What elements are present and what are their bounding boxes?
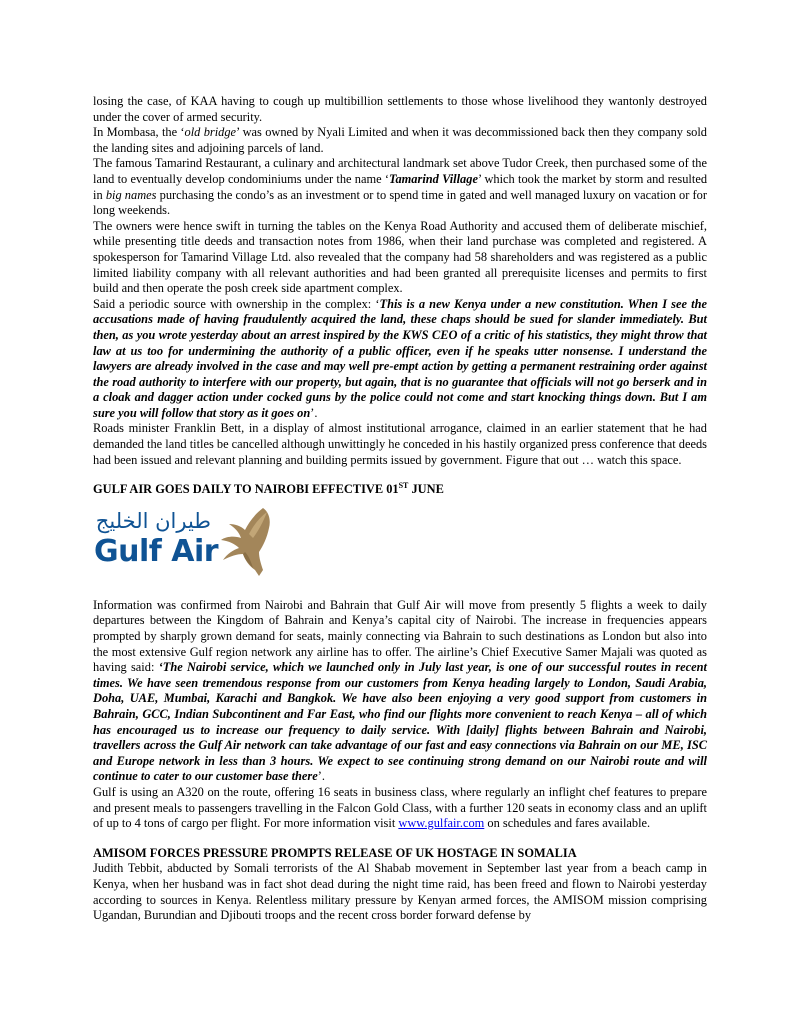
section-heading [93, 482, 707, 498]
paragraph [93, 598, 707, 785]
quote-text: This is a new Kenya under a new constitution. When I see the accusations made of having fraudulently acquired the land, these chaps should be sued for slander immediately. But then, as you wrote yesterday about an arrest inspired by the KWS CEO of a critic of his statistics, they might throw that law at us too for undermining the authority of a public officer, even if he speaks utter nonsense. I understand the lawyers are already involved in the case and may well pre-empt action by getting a permanent restraining order against the road authority to interfere with our property, but again, that is no guarantee that officials will not go berserk and in a cloak and dagger action under cocked guns by the police could not come and start knocking things down. But I am sure you will follow that story as it goes on [93, 296, 707, 420]
text-run: ’. [317, 769, 325, 784]
paragraph [93, 125, 707, 156]
heading-superscript: ST [398, 481, 409, 491]
logo-latin-text: Gulf Air [94, 533, 219, 569]
falcon-logo-icon [205, 504, 277, 582]
quote-text: ‘The Nairobi service, which we launched only in July last year, is one of our successful routes in recent times. We have seen tremendous response from our customers from Kenya heading largely to London, Saudi Arabia, Doha, UAE, Mumbai, Karachi and Bangkok. We have also been enjoying a very good support from customers in Bahrain, GCC, Indian Subcontinent and Far East, who find our flights more convenient to reach Kenya – all of which has encouraged us to increase our frequency to daily service. With [daily] flights between Bahrain and Nairobi, travellers across the Gulf Air network can take advantage of our fast and easy connections via Bahrain on our ME, ISC and Europe network in less than 3 hours. We expect to see continuing strong demand on our Nairobi route and will continue to cater to our customer base there [93, 660, 707, 784]
text-run: In Mombasa, the ‘ [93, 125, 185, 140]
section-heading: AMISOM FORCES PRESSURE PROMPTS RELEASE OF UK HOSTAGE IN SOMALIA [93, 845, 577, 860]
paragraph [93, 156, 707, 218]
text-run: ’ which took the market by storm and resulted in [93, 171, 708, 202]
text-run: The famous Tamarind Restaurant, a culinary and architectural landmark set above Tudor Creek, then purchased some of the land to eventually develop condominiums under the name ‘ [93, 156, 707, 186]
paragraph [93, 785, 707, 832]
gulf-air-logo [93, 504, 293, 582]
paragraph [93, 297, 707, 422]
italic-text: old bridge [184, 125, 237, 140]
gulfair-link[interactable]: www.gulfair.com [398, 816, 485, 831]
text-run: on schedules and fares available. [484, 816, 651, 831]
document-page [93, 94, 707, 924]
text-run: purchasing the condo’s as an investment or to spend time in gated and well managed luxury on vacation or for long weekends. [93, 187, 707, 218]
text-run: Information was confirmed from Nairobi and Bahrain that Gulf Air will move from presently 5 flights a week to daily departures between the Kingdom of Bahrain and Kenya’s capital city of Nairobi. The increase in frequencies appears prompted by sharply grown demand for seats, mainly connecting via Bahrain to such destinations as London but also into the most extensive Gulf region network any airline has to offer. The airline’s Chief Executive Samer Majali was quoted as having said: [93, 597, 707, 675]
text-run: ’. [310, 405, 318, 420]
paragraph: Judith Tebbit, abducted by Somali terrorists of the Al Shabab movement in September last year from a beach camp in Kenya, when her husband was in fact shot dead during the night time raid, has been freed and flown to Nairobi yesterday according to sources in Kenya. Relentless military pressure by Kenyan armed forces, the AMISOM mission comprising Ugandan, Burundian and Djibouti troops and the recent cross border forward defense by [93, 861, 707, 923]
paragraph: Roads minister Franklin Bett, in a display of almost institutional arrogance, claimed in an earlier statement that he had demanded the land titles be cancelled although unwittingly he conceded in his hastily organized press conference that deeds had been issued and relevant planning and building permits issued by government. Figure that out … watch this space. [93, 421, 707, 467]
logo-arabic-text: طيران الخليج [95, 508, 211, 533]
italic-text: big names [105, 187, 157, 202]
text-run: ’ was owned by Nyali Limited and when it was decommissioned back then they company sold the landing sites and adjoining parcels of land. [93, 125, 707, 155]
heading-text: GULF AIR GOES DAILY TO NAIROBI EFFECTIVE 01 [93, 482, 399, 497]
bold-italic-text: Tamarind Village [389, 171, 478, 186]
text-run: Said a periodic source with ownership in the complex: ‘ [93, 296, 380, 311]
paragraph: The owners were hence swift in turning the tables on the Kenya Road Authority and accused them of deliberate mischief, while presenting title deeds and transaction notes from 1986, when their land purchase was completed and registered. A spokesperson for Tamarind Village Ltd. also revealed that the company had 58 shareholders and was registered as a public limited liability company with all relevant authorities and had been granted all prerequisite licenses and permits to first build and then operate the posh creek side apartment complex. [93, 218, 707, 296]
heading-text: JUNE [408, 482, 444, 497]
paragraph: losing the case, of KAA having to cough up multibillion settlements to those whose livelihood they wantonly destroyed under the cover of armed security. [93, 94, 707, 124]
text-run: Gulf is using an A320 on the route, offering 16 seats in business class, where regularly an inflight chef features to prepare and present meals to passengers travelling in the Falcon Gold Class, with a further 120 seats in economy class and an uplift of up to 4 tons of cargo per flight. For more information visit [93, 784, 707, 831]
